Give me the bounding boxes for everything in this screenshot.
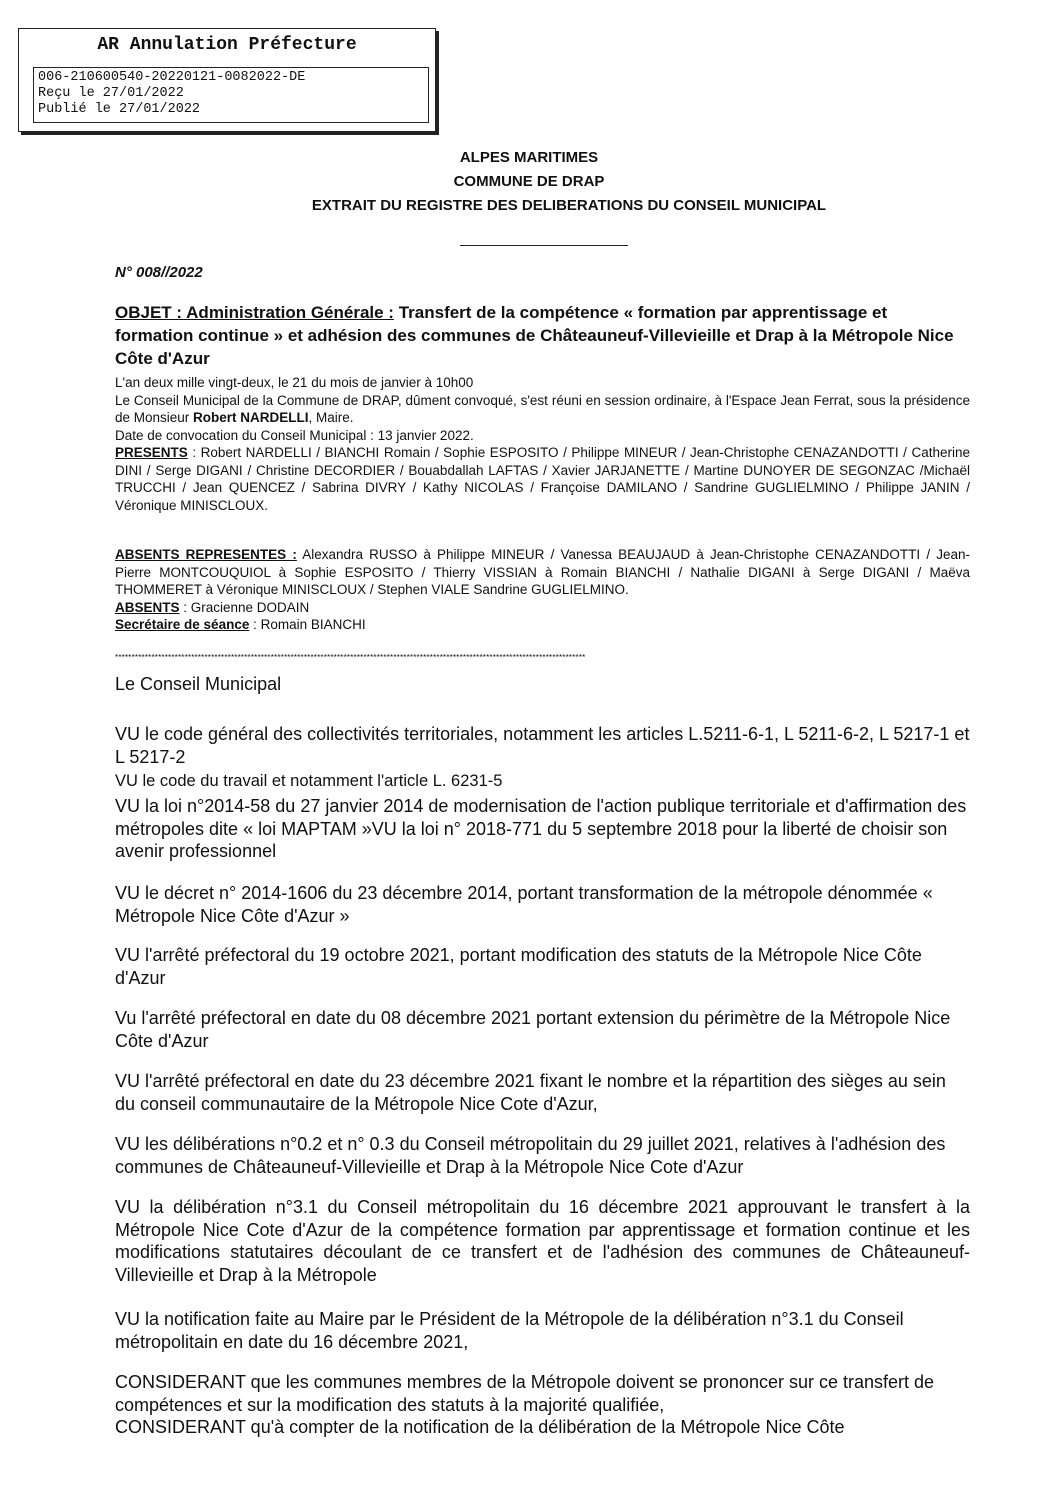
recital-arrete-decembre-23: VU l'arrêté préfectoral en date du 23 décembre 2021 fixant le nombre et la répartition des sièges au sein du conseil communautaire de la Métropole Nice Cote d'Azur,: [115, 1071, 946, 1114]
absents-represented-list: [115, 546, 970, 599]
stamp-published-date: Publié le 27/01/2022: [38, 102, 201, 117]
header-commune: COMMUNE DE DRAP: [453, 173, 605, 190]
document-header: [0, 146, 1058, 218]
recital-code-travail: VU le code du travail et notamment l'article L. 6231-5: [115, 772, 503, 790]
absents-represented-label: ABSENTS REPRESENTES :: [115, 547, 297, 562]
header-divider: [460, 245, 628, 246]
secretary-name: : Romain BIANCHI: [249, 617, 366, 632]
stamp-received-date: Reçu le 27/01/2022: [38, 86, 184, 101]
header-register-title: EXTRAIT DU REGISTRE DES DELIBERATIONS DU CONSEIL MUNICIPAL: [311, 197, 827, 214]
recital-deliberation-3-1: VU la délibération n°3.1 du Conseil métropolitain du 16 décembre 2021 approuvant le transfert à la Métropole Nice Cote d'Azur de la compétence formation par apprentissage et formation continue et les modifications statutaires découlant de ce transfert et de l'adhésion des communes de Châteauneuf-Villevieille et Drap à la Métropole: [115, 1197, 970, 1285]
recital-deliberations-juillet: VU les délibérations n°0.2 et n° 0.3 du Conseil métropolitain du 29 juillet 2021, relatives à l'adhésion des communes de Châteauneuf-Villevieille et Drap à la Métropole Nice Cote d'Azur: [115, 1134, 946, 1177]
council-heading: Le Conseil Municipal: [115, 674, 282, 694]
subject-label: OBJET : Administration Générale :: [115, 303, 394, 322]
session-convocation: [115, 392, 970, 427]
recital-arrete-decembre-08: Vu l'arrêté préfectoral en date du 08 décembre 2021 portant extension du périmètre de la Métropole Nice Côte d'Azur: [115, 1008, 951, 1051]
presents-list: [115, 444, 970, 514]
convocation-date: Date de convocation du Conseil Municipal : 13 janvier 2022.: [115, 427, 474, 443]
stamp-reference-box: [33, 67, 429, 123]
stamp-title: AR Annulation Préfecture: [97, 35, 357, 55]
secretary-line: [115, 616, 970, 634]
session-mayor-title: , Maire.: [308, 410, 354, 425]
separator-line: **********************************************************************************************************************************************: [115, 653, 586, 662]
session-date: L'an deux mille vingt-deux, le 21 du mois de janvier à 10h00: [115, 375, 474, 390]
absents-label: ABSENTS: [115, 599, 180, 615]
recital-arrete-octobre: VU l'arrêté préfectoral du 19 octobre 2021, portant modification des statuts de la Métropole Nice Côte d'Azur: [115, 945, 922, 988]
absents-info: [115, 546, 970, 634]
presents-names: : Robert NARDELLI / BIANCHI Romain / Sophie ESPOSITO / Philippe MINEUR / Jean-Christophe CENAZANDOTTI / Catherine DINI / Serge DIGANI / Christine DECORDIER / Bouabdallah LAFTAS / Xavier JARJANETTE / Martine DUNOYER DE SEGONZAC /Michaël TRUCCHI / Jean QUENCEZ / Sabrina DIVRY / Kathy NICOLAS / Françoise DAMILANO / Sandrine GUGLIELMINO / Philippe JANIN / Véronique MINISCLOUX.: [115, 445, 970, 513]
considerant-majorite: CONSIDERANT que les communes membres de la Métropole doivent se prononcer sur ce transfert de compétences et sur la modification des statuts à la majorité qualifiée,: [115, 1372, 935, 1415]
prefecture-stamp: [18, 28, 436, 132]
subject-text: Transfert de la compétence « formation par apprentissage et formation continue » et adhésion des communes de Châteauneuf-Villevieille et Drap à la Métropole Nice Côte d'Azur: [115, 303, 954, 368]
absents-represented-names: Alexandra RUSSO à Philippe MINEUR / Vanessa BEAUJAUD à Jean-Christophe CENAZANDOTTI / Jean-Pierre MONTCOUQUIOL à Sophie ESPOSITO / Thierry VISSIAN à Romain BIANCHI / Nathalie DIGANI à Serge DIGANI / Maëva THOMMERET à Véronique MINISCLOUX / Stephen VIALE Sandrine GUGLIELMINO.: [115, 547, 970, 597]
recital-cgct: VU le code général des collectivités territoriales, notamment les articles L.5211-6-1, L 5211-6-2, L 5217-1 et L 5217-2: [115, 724, 970, 767]
mayor-name: Robert NARDELLI: [193, 410, 309, 425]
secretary-label: Secrétaire de séance: [115, 617, 250, 632]
session-text: Le Conseil Municipal de la Commune de DRAP, dûment convoqué, s'est réuni en session ordinaire, à l'Espace Jean Ferrat, sous la présidence de Monsieur: [115, 392, 970, 425]
deliberation-number: N° 008//2022: [115, 264, 203, 281]
presents-label: PRESENTS: [115, 445, 188, 460]
header-department: ALPES MARITIMES: [459, 149, 599, 166]
considerant-notification: CONSIDERANT qu'à compter de la notification de la délibération de la Métropole Nice Côte: [115, 1417, 845, 1437]
recital-loi-maptam: VU la loi n°2014-58 du 27 janvier 2014 de modernisation de l'action publique territoriale et d'affirmation des métropoles dite « loi MAPTAM »VU la loi n° 2018-771 du 5 septembre 2018 pour la liberté de choisir son avenir professionnel: [115, 796, 967, 861]
recital-notification: VU la notification faite au Maire par le Président de la Métropole de la délibération n°3.1 du Conseil métropolitain en date du 16 décembre 2021,: [115, 1309, 904, 1352]
deliberation-subject: [115, 301, 955, 370]
absents-list: [115, 599, 970, 617]
absents-names: : Gracienne DODAIN: [179, 599, 310, 615]
recital-decret: VU le décret n° 2014-1606 du 23 décembre 2014, portant transformation de la métropole dénommée « Métropole Nice Côte d'Azur »: [115, 883, 933, 926]
session-info: [115, 374, 970, 514]
stamp-reference-id: 006-210600540-20220121-0082022-DE: [38, 70, 306, 85]
